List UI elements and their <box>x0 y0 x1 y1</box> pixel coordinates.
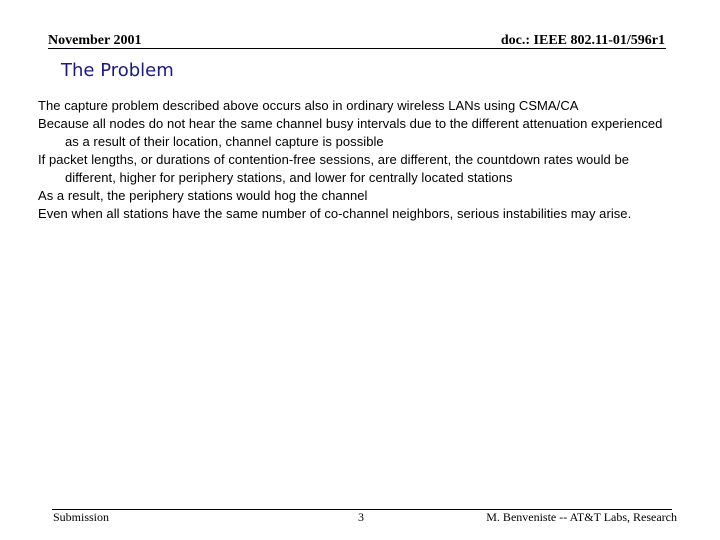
body-item: Even when all stations have the same number of co-channel neighbors, serious instabilities may arise. <box>38 206 632 221</box>
header-doc-id: doc.: IEEE 802.11-01/596r1 <box>500 33 665 48</box>
slide-title: The Problem <box>61 60 174 81</box>
body-list <box>38 97 678 223</box>
body-item: As a result, the periphery stations would hog the channel <box>38 188 368 203</box>
body-item: If packet lengths, or durations of contention-free sessions, are different, the countdown rates would be different, higher for periphery stations, and lower for centrally located stations <box>38 152 630 185</box>
footer-page-number: 3 <box>358 510 364 524</box>
footer-author: M. Benveniste -- AT&T Labs, Research <box>486 510 677 524</box>
body-item: The capture problem described above occurs also in ordinary wireless LANs using CSMA/CA <box>38 98 579 113</box>
body-item: Because all nodes do not hear the same channel busy intervals due to the different attenuation experienced as a result of their location, channel capture is possible <box>38 116 663 149</box>
footer-submission: Submission <box>53 510 110 524</box>
header-divider <box>48 48 666 49</box>
header-date: November 2001 <box>48 33 142 48</box>
